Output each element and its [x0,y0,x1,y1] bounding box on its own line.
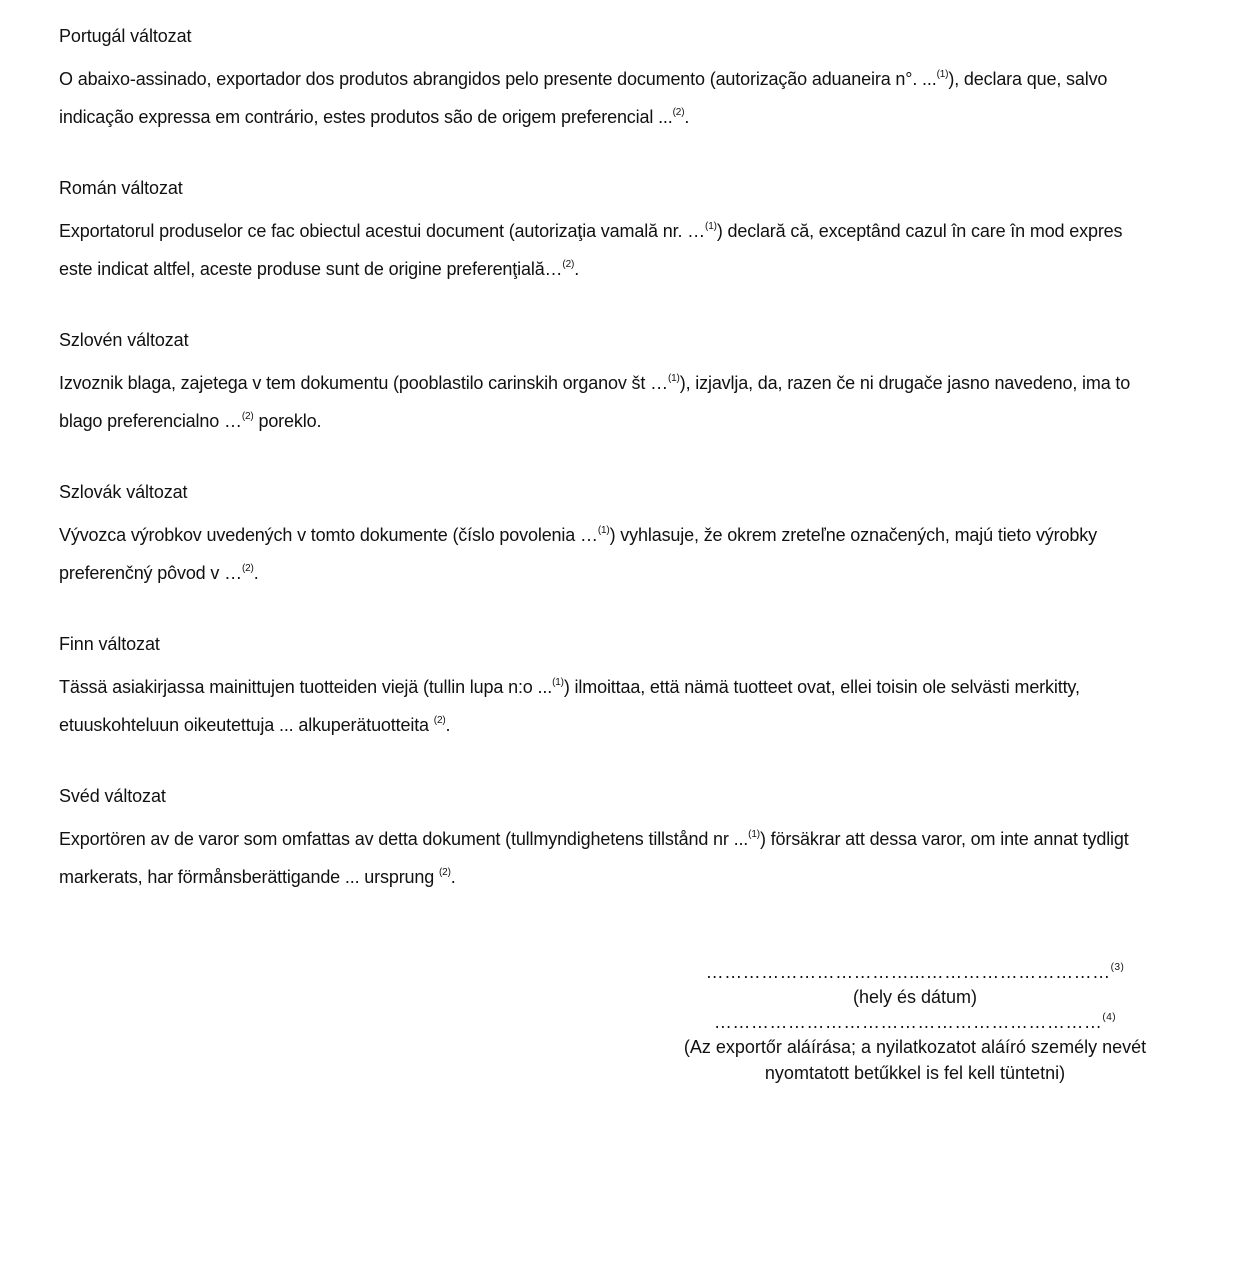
footnote-ref: (1) [597,525,610,536]
section-slovak [59,478,1159,592]
dotted-line: ……………………………...………………………… [705,962,1111,982]
text-part: ) försäkrar att dessa varor, om inte annat tydligt markerats, har förmånsberättigande ... ursprung [59,829,1129,887]
text-part: . [574,259,580,279]
section-romanian [59,174,1159,288]
text-part: Vývozca výrobkov uvedených v tomto dokumente (číslo povolenia … [59,525,598,545]
section-heading: Portugál változat [59,26,192,46]
section-heading: Svéd változat [59,786,166,806]
section-swedish [59,782,1159,896]
text-part: ), declara que, salvo indicação expressa em contrário, estes produtos são de origem preferencial ... [59,69,1108,127]
footnote-ref: (2) [433,715,446,726]
section-heading: Román változat [59,178,183,198]
text-part: Exportören av de varor som omfattas av detta dokument (tullmyndighetens tillstånd nr ... [59,829,749,849]
text-part: ) ilmoittaa, että nämä tuotteet ovat, ellei toisin ole selvästi merkitty, etuuskohteluun oikeutettuja ... alkuperätuotteita [59,677,1080,735]
text-part: . [253,563,259,583]
dotted-line: ……………………………………………………… [713,1012,1103,1032]
text-part: . [445,715,451,735]
section-text [59,668,1159,744]
signature-block [650,960,1180,1086]
place-date-label: (hely és dátum) [852,987,978,1007]
footnote-ref: (2) [562,259,575,270]
footnote-ref: (2) [439,867,451,878]
text-part: ), izjavlja, da, razen če ni drugače jasno navedeno, ima to blago preferencialno … [59,373,1131,431]
signature-label-line2: nyomtatott betűkkel is fel kell tüntetni) [764,1063,1066,1083]
text-part: . [450,867,456,887]
footnote-ref: (1) [748,829,760,840]
section-heading: Finn változat [59,634,160,654]
text-part: O abaixo-assinado, exportador dos produtos abrangidos pelo presente documento (autorização aduaneira n°. ... [59,69,937,89]
footnote-ref: (1) [936,69,949,80]
text-part: ) vyhlasuje, že okrem zreteľne označených, majú tieto výrobky preferenčný pôvod v … [59,525,1097,583]
footnote-ref: (3) [1110,962,1125,973]
text-part: . [684,107,690,127]
footnote-ref: (2) [241,563,254,574]
footnote-ref: (2) [672,107,685,118]
section-finnish [59,630,1159,744]
section-text [59,516,1159,592]
section-text [59,364,1159,440]
text-part: Izvoznik blaga, zajetega v tem dokumentu (pooblastilo carinskih organov št … [59,373,668,393]
declaration-variants [59,22,1159,934]
footnote-ref: (4) [1102,1012,1117,1023]
section-heading: Szlovák változat [59,482,188,502]
section-text [59,212,1159,288]
footnote-ref: (1) [667,373,680,384]
place-date-line [650,960,1180,984]
signature-line [650,1010,1180,1034]
footnote-ref: (1) [705,221,717,232]
text-part: Exportatorul produselor ce fac obiectul acestui document (autorizaţia vamală nr. … [59,221,706,241]
section-portuguese [59,22,1159,136]
section-slovenian [59,326,1159,440]
footnote-ref: (2) [241,411,254,422]
text-part: ) declară că, exceptând cazul în care în mod expres este indicat altfel, aceste produse sunt de origine preferenţială… [59,221,1123,279]
text-part: poreklo. [253,411,322,431]
section-heading: Szlovén változat [59,330,189,350]
text-part: Tässä asiakirjassa mainittujen tuotteiden viejä (tullin lupa n:o ... [59,677,553,697]
section-text [59,60,1159,136]
signature-label-line1: (Az exportőr aláírása; a nyilatkozatot aláíró személy nevét [683,1037,1147,1057]
footnote-ref: (1) [552,677,564,688]
section-text [59,820,1159,896]
